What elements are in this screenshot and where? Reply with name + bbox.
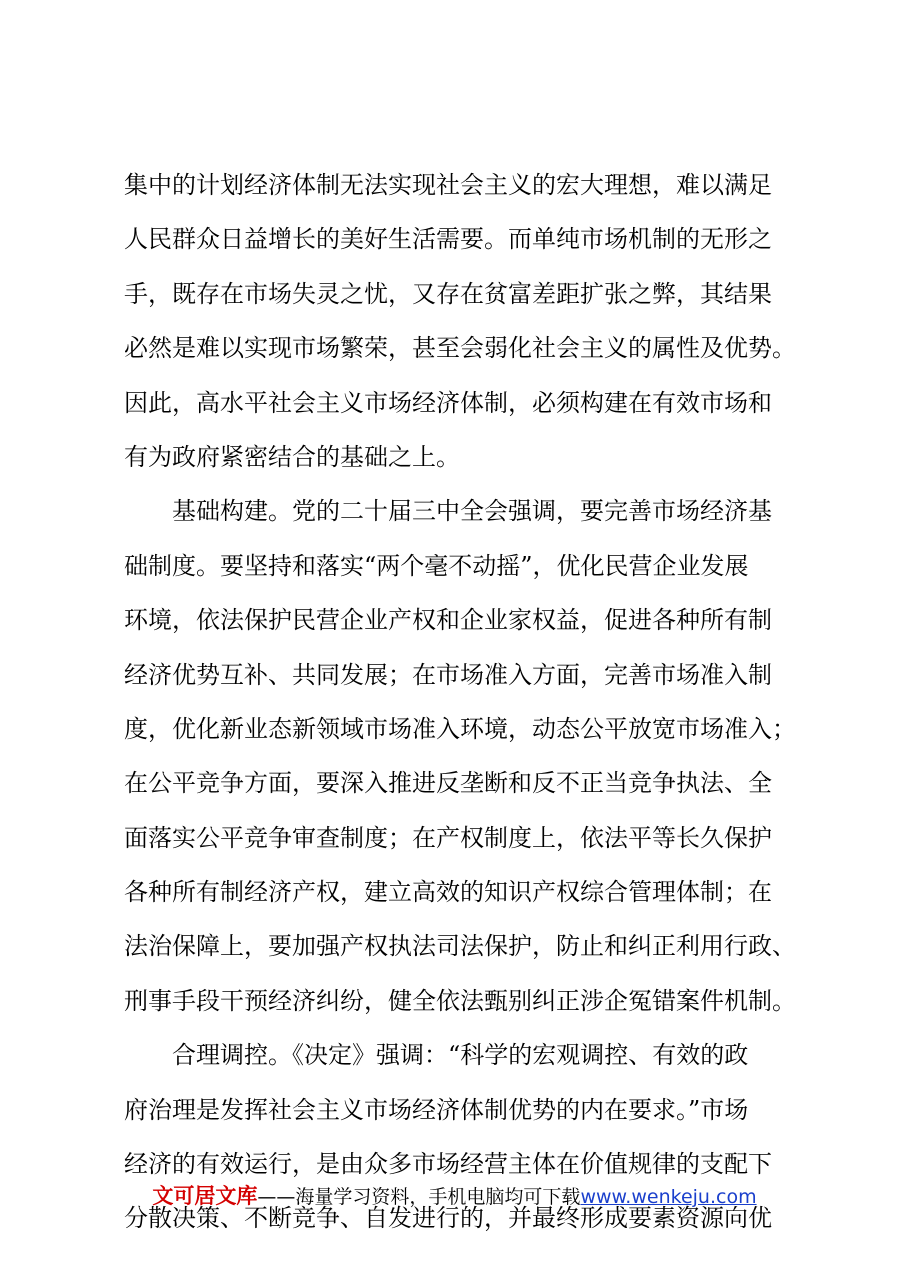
footer-brand: 文可居文库	[152, 1184, 258, 1208]
text-line: 环境，依法保护民营企业产权和企业家权益，促进各种所有制	[124, 606, 772, 635]
text-line: 手，既存在市场失灵之忧，又存在贫富差距扩张之弊，其结果	[124, 279, 772, 308]
text-line: 集中的计划经济体制无法实现社会主义的宏大理想，难以满足	[124, 171, 772, 199]
footer-link[interactable]: www.wenkeju.com	[580, 1186, 757, 1208]
text-line: 因此，高水平社会主义市场经济体制，必须构建在有效市场和	[124, 388, 772, 417]
text-line: 人民群众日益增长的美好生活需要。而单纯市场机制的无形之	[124, 225, 772, 254]
footer-tagline: ——海量学习资料，手机电脑均可下载	[257, 1186, 581, 1208]
text-line: 府治理是发挥社会主义市场经济体制优势的内在要求。”市场	[124, 1095, 749, 1124]
text-line: 度，优化新业态新领域市场准入环境，动态公平放宽市场准入；	[124, 714, 796, 743]
text-line: 合理调控。《决定》强调：“科学的宏观调控、有效的政	[124, 1041, 749, 1070]
text-line: 必然是难以实现市场繁荣，甚至会弱化社会主义的属性及优势。	[124, 334, 796, 363]
text-line: 础制度。要坚持和落实“两个毫不动摇”，优化民营企业发展	[124, 551, 749, 580]
text-line: 各种所有制经济产权，建立高效的知识产权综合管理体制；在	[124, 878, 772, 907]
text-line: 刑事手段干预经济纠纷，健全依法甄别纠正涉企冤错案件机制。	[124, 986, 796, 1015]
text-line: 基础构建。党的二十届三中全会强调，要完善市场经济基	[124, 497, 772, 526]
text-line: 经济的有效运行，是由众多市场经营主体在价值规律的支配下	[124, 1150, 772, 1179]
text-line: 经济优势互补、共同发展；在市场准入方面，完善市场准入制	[124, 660, 772, 689]
text-line: 有为政府紧密结合的基础之上。	[124, 442, 460, 471]
text-line: 面落实公平竞争审查制度；在产权制度上，依法平等长久保护	[124, 823, 772, 852]
body-text	[124, 158, 814, 1246]
page-footer	[0, 1180, 909, 1210]
text-line: 分散决策、不断竞争、自发进行的，并最终形成要素资源向优	[124, 1204, 772, 1233]
text-line: 在公平竞争方面，要深入推进反垄断和反不正当竞争执法、全	[124, 769, 772, 798]
text-line: 法治保障上，要加强产权执法司法保护，防止和纠正利用行政、	[124, 932, 796, 961]
